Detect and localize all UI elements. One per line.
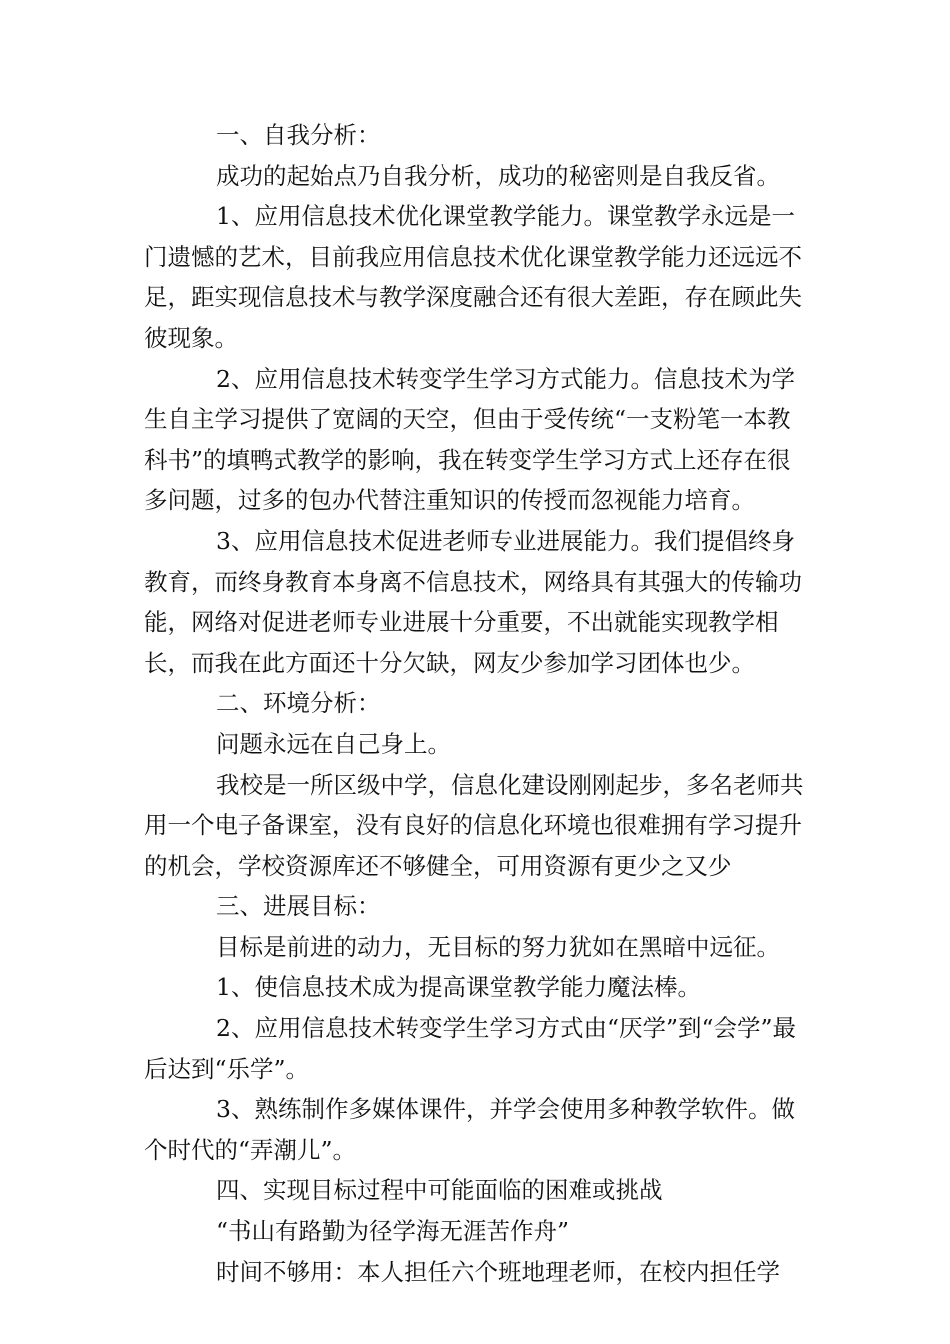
section-heading-development-goals: 三、进展目标： [216,892,381,921]
paragraph: 目标是前进的动力，无目标的努力犹如在黑暗中远征。 [216,932,780,961]
paragraph: 问题永远在自己身上。 [216,729,451,758]
section-heading-environment-analysis: 二、环境分析： [216,689,381,718]
section-heading-self-analysis: 一、自我分析： [216,121,381,149]
paragraph: 我校是一所区级中学，信息化建设刚刚起步，多名老师共用一个电子备课室，没有良好的信息化环境也很难拥有学习提升的机会，学校资源库还不够健全，可用资源有更少之又少 [144,770,804,880]
paragraph: 时间不够用：本人担任六个班地理老师，在校内担任学 [216,1257,780,1286]
paragraph: 3、应用信息技术促进老师专业进展能力。我们提倡终身教育，而终身教育本身离不信息技术，网络具有其强大的传输功能，网络对促进老师专业进展十分重要，不出就能实现教学相长，而我在此方面还十分欠缺，网友少参加学习团体也少。 [144,526,802,677]
paragraph: 2、应用信息技术转变学生学习方式能力。信息技术为学生自主学习提供了宽阔的天空，但由于受传统“一支粉笔一本教科书”的填鸭式教学的影响，我在转变学生学习方式上还存在很多问题，过多的包办代替注重知识的传授而忽视能力培育。 [144,364,795,515]
paragraph: 3、熟练制作多媒体课件，并学会使用多种教学软件。做个时代的“弄潮儿”。 [144,1095,795,1164]
paragraph: 成功的起始点乃自我分析，成功的秘密则是自我反省。 [216,161,780,190]
paragraph: 1、应用信息技术优化课堂教学能力。课堂教学永远是一门遗憾的艺术，目前我应用信息技术优化课堂教学能力还远远不足，距实现信息技术与教学深度融合还有很大差距，存在顾此失彼现象。 [144,202,802,352]
paragraph: “书山有路勤为径学海无涯苦作舟” [216,1217,570,1246]
paragraph: 1、使信息技术成为提高课堂教学能力魔法棒。 [216,973,701,1002]
document-body [144,115,806,1292]
section-heading-challenges: 四、实现目标过程中可能面临的困难或挑战 [216,1176,663,1205]
paragraph: 2、应用信息技术转变学生学习方式由“厌学”到“会学”最后达到“乐学”。 [144,1014,797,1083]
